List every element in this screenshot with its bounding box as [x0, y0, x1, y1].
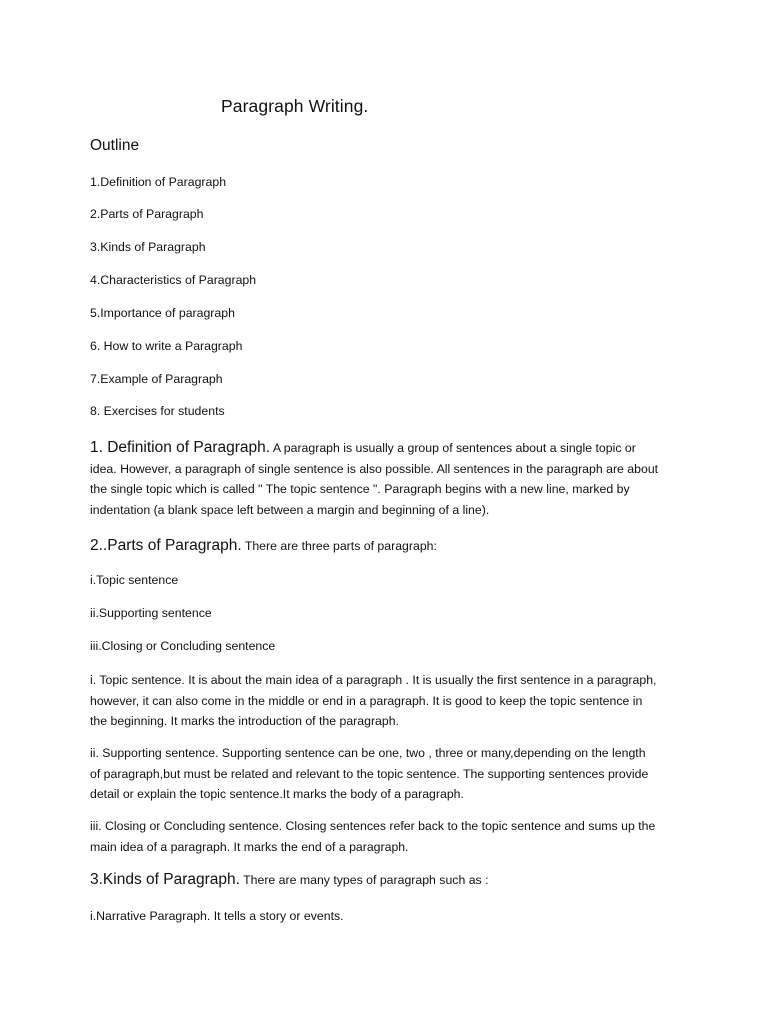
- section-kinds-line-1: [90, 870, 690, 891]
- explanation-supporting-line-1: ii. Supporting sentence. Supporting sentence can be one, two , three or many,depending on the length: [90, 746, 646, 760]
- explanation-supporting-line-2: of paragraph,but must be related and relevant to the topic sentence. The supporting sentences provide: [90, 766, 649, 781]
- section-kinds: [90, 870, 690, 891]
- section-definition-heading: 1. Definition of Paragraph.: [90, 439, 271, 456]
- explanation-topic-sentence: [90, 670, 690, 732]
- section-definition-text: A paragraph is usually a group of sentences about a single topic or: [270, 441, 636, 455]
- explanation-supporting-sentence: [90, 743, 690, 805]
- explanation-topic-line-1: i. Topic sentence. It is about the main idea of a paragraph . It is usually the first sentence in a paragraph,: [90, 673, 657, 687]
- part-item-supporting: ii.Supporting sentence: [90, 606, 212, 620]
- outline-item-5: 5.Importance of paragraph: [90, 306, 235, 320]
- document-title: Paragraph Writing.: [221, 96, 369, 116]
- explanation-topic-line-2: however, it can also come in the middle or end in a paragraph. It is good to keep the topic sentence in: [90, 693, 643, 708]
- outline-item-6: 6. How to write a Paragraph: [90, 339, 243, 353]
- part-item-closing: iii.Closing or Concluding sentence: [90, 639, 276, 653]
- section-definition-line-2: idea. However, a paragraph of single sentence is also possible. All sentences in the paragraph are about: [90, 461, 659, 476]
- explanation-closing-line-2: main idea of a paragraph. It marks the end of a paragraph.: [90, 839, 409, 854]
- outline-item-7: 7.Example of Paragraph: [90, 372, 223, 386]
- section-parts-intro: There are three parts of paragraph:: [241, 539, 437, 553]
- outline-item-2: 2.Parts of Paragraph: [90, 207, 204, 221]
- section-definition-line-3: the single topic which is called " The topic sentence ". Paragraph begins with a new line, marked by: [90, 482, 630, 496]
- explanation-closing-line-1: iii. Closing or Concluding sentence. Closing sentences refer back to the topic sentence and sums up the: [90, 819, 656, 833]
- section-kinds-heading: 3.Kinds of Paragraph.: [90, 871, 240, 888]
- section-parts-line-1: [90, 536, 690, 557]
- section-definition: [90, 438, 690, 520]
- explanation-supporting-line-3: detail or explain the topic sentence.It marks the body of a paragraph.: [90, 787, 464, 801]
- section-kinds-intro: There are many types of paragraph such as :: [239, 873, 489, 887]
- explanation-topic-line-3: the beginning. It marks the introduction of the paragraph.: [90, 714, 399, 728]
- section-definition-line-1: [90, 438, 690, 459]
- kinds-item-narrative: i.Narrative Paragraph. It tells a story or events.: [90, 909, 344, 923]
- outline-item-4: 4.Characteristics of Paragraph: [90, 273, 257, 287]
- outline-item-1: 1.Definition of Paragraph: [90, 175, 227, 189]
- section-definition-line-4: indentation (a blank space left between a margin and beginning of a line).: [90, 502, 490, 517]
- outline-item-3: 3.Kinds of Paragraph: [90, 240, 206, 254]
- explanation-closing-sentence: [90, 816, 690, 857]
- part-item-topic: i.Topic sentence: [90, 573, 179, 587]
- section-parts: [90, 536, 690, 557]
- outline-heading: Outline: [90, 137, 140, 154]
- outline-item-8: 8. Exercises for students: [90, 404, 225, 418]
- section-parts-heading: 2..Parts of Paragraph.: [90, 537, 242, 554]
